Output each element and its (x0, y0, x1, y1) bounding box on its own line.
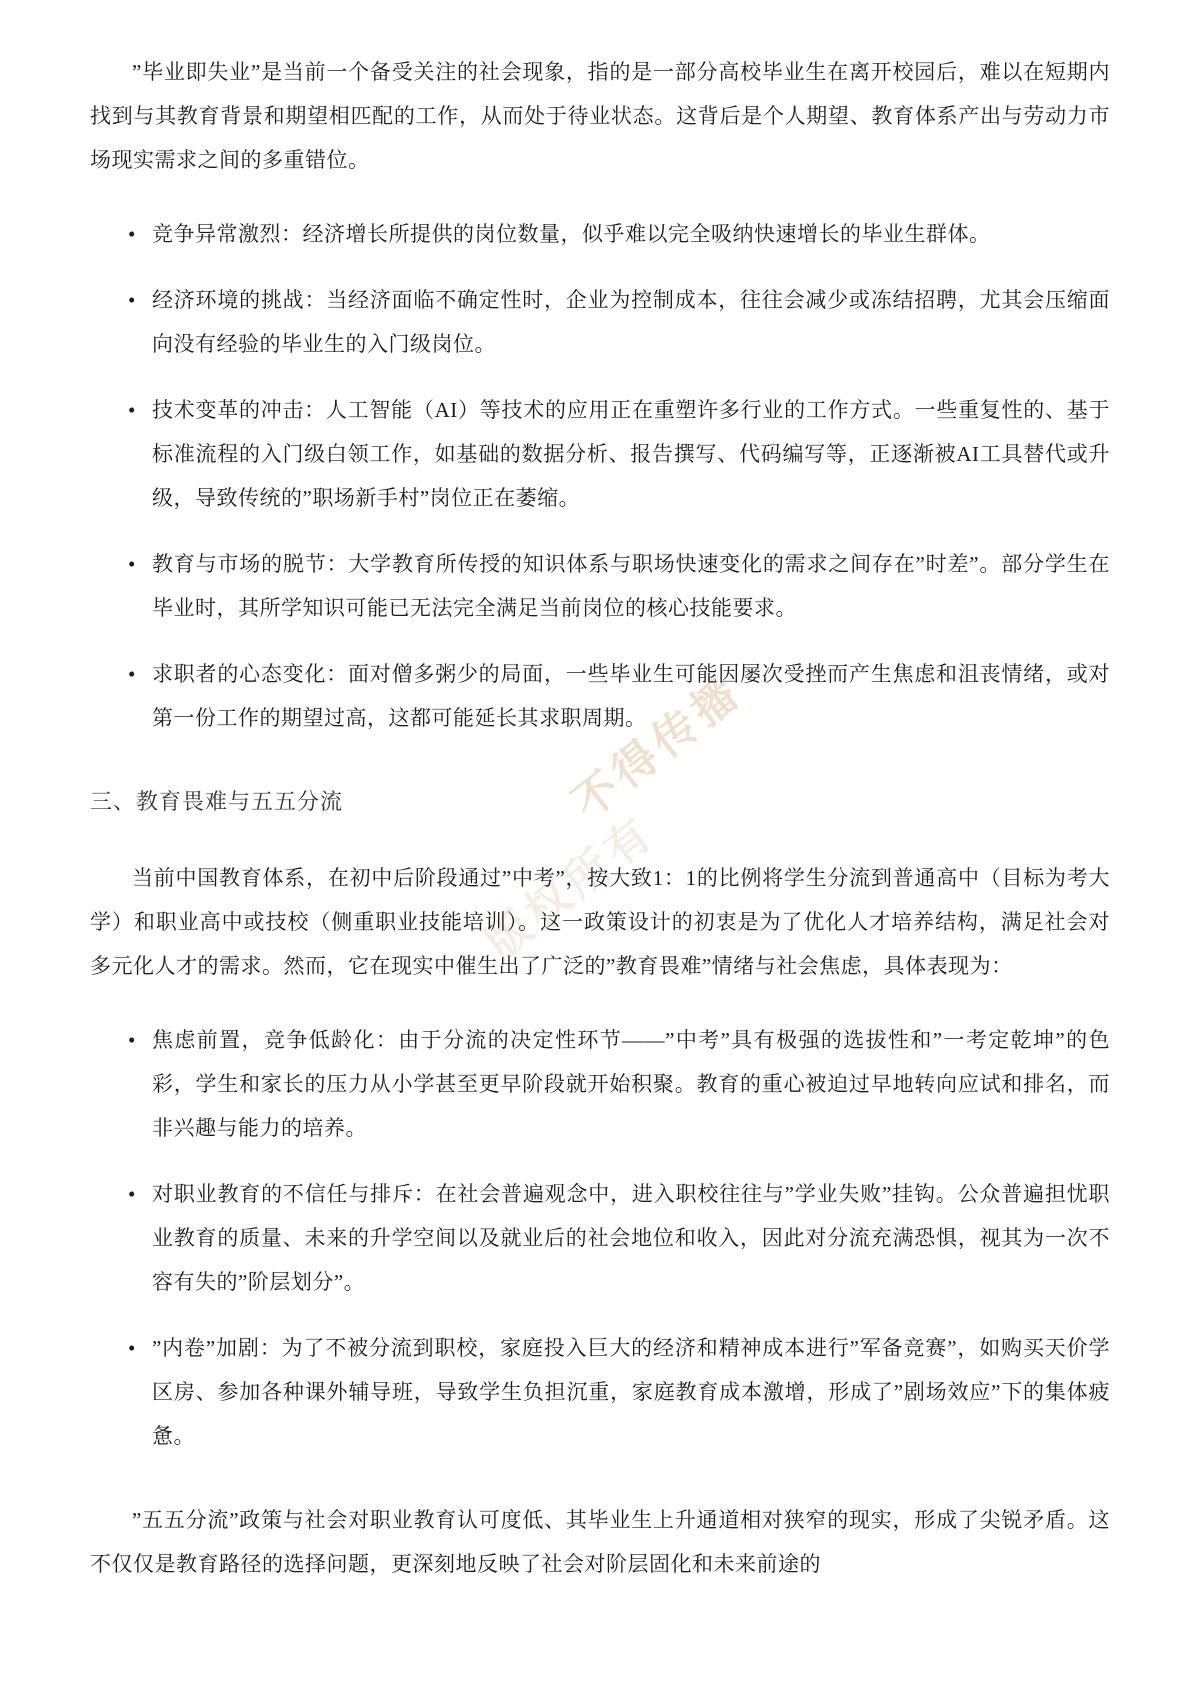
list-item (128, 1172, 1110, 1304)
unemployment-bullet-list (90, 212, 1110, 740)
watermark-text-1: 不得传播 (563, 666, 752, 829)
bullet-icon: • (128, 222, 136, 246)
list-item-text: 焦虑前置，竞争低龄化：由于分流的决定性环节——”中考”具有极强的选拔性和”一考定乾坤”的色彩，学生和家长的压力从小学甚至更早阶段就开始积聚。教育的重心被迫过早地转向应试和排名，而非兴趣与能力的培养。 (152, 1028, 1110, 1140)
document-body (90, 50, 1110, 1586)
list-item (128, 212, 1110, 256)
list-item-text: 竞争异常激烈：经济增长所提供的岗位数量，似乎难以完全吸纳快速增长的毕业生群体。 (152, 222, 991, 246)
section-heading: 三、教育畏难与五五分流 (90, 789, 344, 814)
bullet-icon: • (128, 288, 136, 312)
bullet-icon: • (128, 1182, 136, 1206)
list-item (128, 388, 1110, 520)
list-item-text: 求职者的心态变化：面对僧多粥少的局面，一些毕业生可能因屡次受挫而产生焦虑和沮丧情绪，或对第一份工作的期望过高，这都可能延长其求职周期。 (152, 662, 1110, 730)
list-item-text: 对职业教育的不信任与排斥：在社会普遍观念中，进入职校往往与”学业失败”挂钩。公众普遍担忧职业教育的质量、未来的升学空间以及就业后的社会地位和收入，因此对分流充满恐惧，视其为一次不容有失的”阶层划分”。 (152, 1182, 1110, 1294)
bullet-icon: • (128, 398, 136, 422)
intro-paragraph: ”毕业即失业”是当前一个备受关注的社会现象，指的是一部分高校毕业生在离开校园后，难以在短期内找到与其教育背景和期望相匹配的工作，从而处于待业状态。这背后是个人期望、教育体系产出与劳动力市场现实需求之间的多重错位。 (90, 60, 1110, 172)
list-item-text: 技术变革的冲击：人工智能（AI）等技术的应用正在重塑许多行业的工作方式。一些重复性的、基于标准流程的入门级白领工作，如基础的数据分析、报告撰写、代码编写等，正逐渐被AI工具替代或升级，导致传统的”职场新手村”岗位正在萎缩。 (152, 398, 1110, 510)
list-item (128, 278, 1110, 366)
list-item-text: 经济环境的挑战：当经济面临不确定性时，企业为控制成本，往往会减少或冻结招聘，尤其会压缩面向没有经验的毕业生的入门级岗位。 (152, 288, 1110, 356)
list-item-text: ”内卷”加剧：为了不被分流到职校，家庭投入巨大的经济和精神成本进行”军备竞赛”，如购买天价学区房、参加各种课外辅导班，导致学生负担沉重，家庭教育成本激增，形成了”剧场效应”下的集体疲惫。 (152, 1336, 1110, 1448)
watermark-text-2: 版权所有 (476, 806, 665, 969)
bullet-icon: • (128, 1336, 136, 1360)
list-item-text: 教育与市场的脱节：大学教育所传授的知识体系与职场快速变化的需求之间存在”时差”。部分学生在毕业时，其所学知识可能已无法完全满足当前岗位的核心技能要求。 (152, 552, 1110, 620)
section-intro-paragraph: 当前中国教育体系，在初中后阶段通过”中考”，按大致1：1的比例将学生分流到普通高中（目标为考大学）和职业高中或技校（侧重职业技能培训）。这一政策设计的初衷是为了优化人才培养结构，满足社会对多元化人才的需求。然而，它在现实中催生出了广泛的”教育畏难”情绪与社会焦虑，具体表现为： (90, 866, 1110, 978)
list-item (128, 1326, 1110, 1458)
list-item (128, 652, 1110, 740)
closing-paragraph: ”五五分流”政策与社会对职业教育认可度低、其毕业生上升通道相对狭窄的现实，形成了尖锐矛盾。这不仅仅是教育路径的选择问题，更深刻地反映了社会对阶层固化和未来前途的 (90, 1508, 1110, 1576)
diversion-bullet-list (90, 1018, 1110, 1458)
bullet-icon: • (128, 1028, 136, 1052)
list-item (128, 1018, 1110, 1150)
list-item (128, 542, 1110, 630)
bullet-icon: • (128, 552, 136, 576)
bullet-icon: • (128, 662, 136, 686)
